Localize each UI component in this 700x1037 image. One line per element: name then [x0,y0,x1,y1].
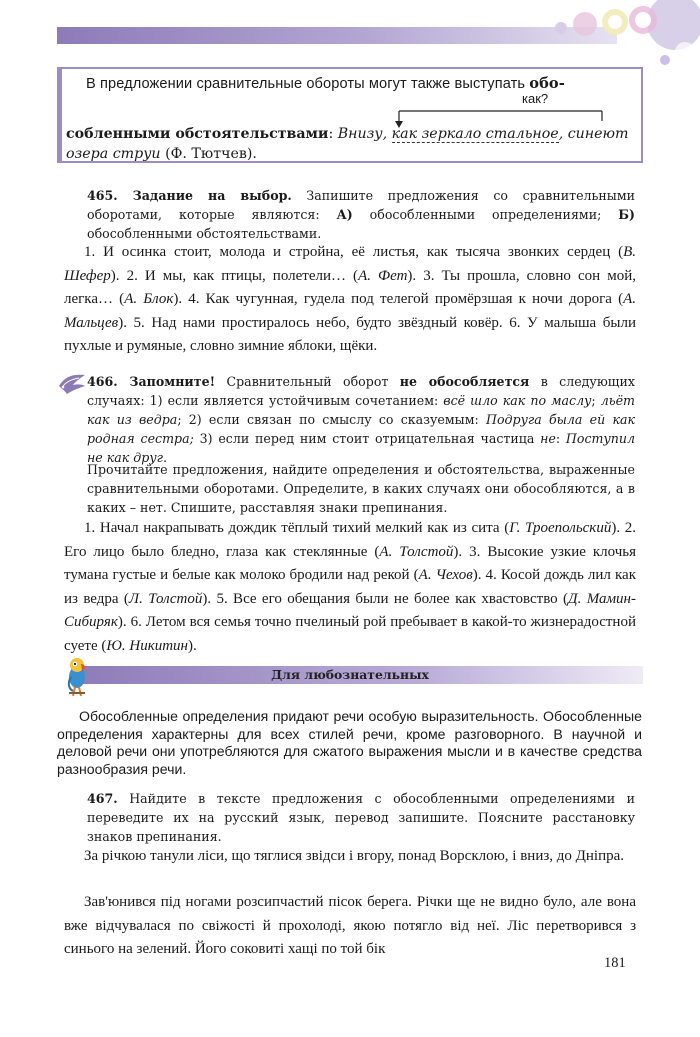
curious-text: Обособленные определения придают речи особую выразительность. Обособленные определения характерны для всех стилей речи, кроме разговорного. В научной и деловой речи они употребляются для сжатого выражения мысли и в качестве средства разнообразия речи. [57,708,642,777]
rule-text-line3: озера струи (Ф. Тютчев). [66,146,257,162]
exercise-467-paragraph-1: За річкою танули ліси, що тяглися звідси і вгору, понад Ворсклою, і вниз, до Дніпра. [84,848,625,864]
exercise-465-sentences: 1. И осинка стоит, молода и стройна, её листья, как тысяча звонких сердец (В. Шефер). 2. И мы, как птицы, полетели… (А. Фет). 3. Ты прошла, словно сон мой, легка… (А. Блок). 4. Как чугунная, гудела под телегой промёрзшая к ночи дорога (А. Мальцев). 5. Над нами простиралось небо, будто звёздный ковёр. 6. У малыша были пухлые и румяные, словно зимние яблоки, щёки. [64,244,636,354]
exercise-467-task: 467. Найдите в тексте предложения с обособленными определениями и переведите их на русский язык, перевод запишите. Поясните расстановку знаков препинания. [87,791,635,844]
decorative-circles [525,0,700,75]
exercise-466-sentences: 1. Начал накрапывать дождик тёплый тихий мелкий как из сита (Г. Троепольский). 2. Его лицо было бледно, глаза как стеклянные (А. Толстой). 3. Высокие узкие клочья тумана густые и белые как молоко бродили над рекой (А. Чехов). 4. Косой дождь лил как из ведра (Л. Толстой). 5. Все его обещания были не более как хвастовство (Д. Мамин-Сибиряк). 6. Летом вся семья точно пчелиный рой пребывает в какой-то жизнерадостной суете (Ю. Никитин). [64,520,637,654]
page-number: 181 [604,955,626,971]
exercise-465-task: 465. Задание на выбор. Запишите предложения со сравнительными оборотами, которые являются: А) обособленными определениями; Б) обособленными обстоятельствами. [87,188,636,241]
bird-icon [57,372,87,398]
question-label: как? [522,91,549,106]
rule-text-line1: В предложении сравнительные обороты могут также выступать обо- [86,75,565,92]
exercise-467-paragraph-2: Зав'юнився під ногами розсипчастий пісок берега. Річки ще не видно було, але вона вже відчувалася по свіжості й прохолоді, якою потягло від неї. Ліс перетворився з синього на зелений. Його соковиті хащі по той бік [64,894,636,957]
curious-banner [57,655,643,695]
rule-box [57,67,643,163]
exercise-466-task: Прочитайте предложения, найдите определения и обстоятельства, выраженные сравнительными оборотами. Определите, в каких случаях они обособляются, а в каких – нет. Спишите, расставляя знаки препинания. [87,462,635,515]
rule-text-line2: собленными обстоятельствами: Внизу, как зеркало стальное, синеют [66,126,629,142]
banner-title: Для любознательных [271,667,429,682]
parrot-icon [63,655,93,697]
exercise-466-rule: 466. Запомните! Сравнительный оборот не обособляется в следующих случаях: 1) если является устойчивым сочетанием: всё шло как по маслу; льёт как из ведра; 2) если связан по смыслу со сказуемым: Подруга была ей как родная сестра; 3) если перед ним стоит отрицательная частица не: Поступил не как друг. [87,374,635,465]
